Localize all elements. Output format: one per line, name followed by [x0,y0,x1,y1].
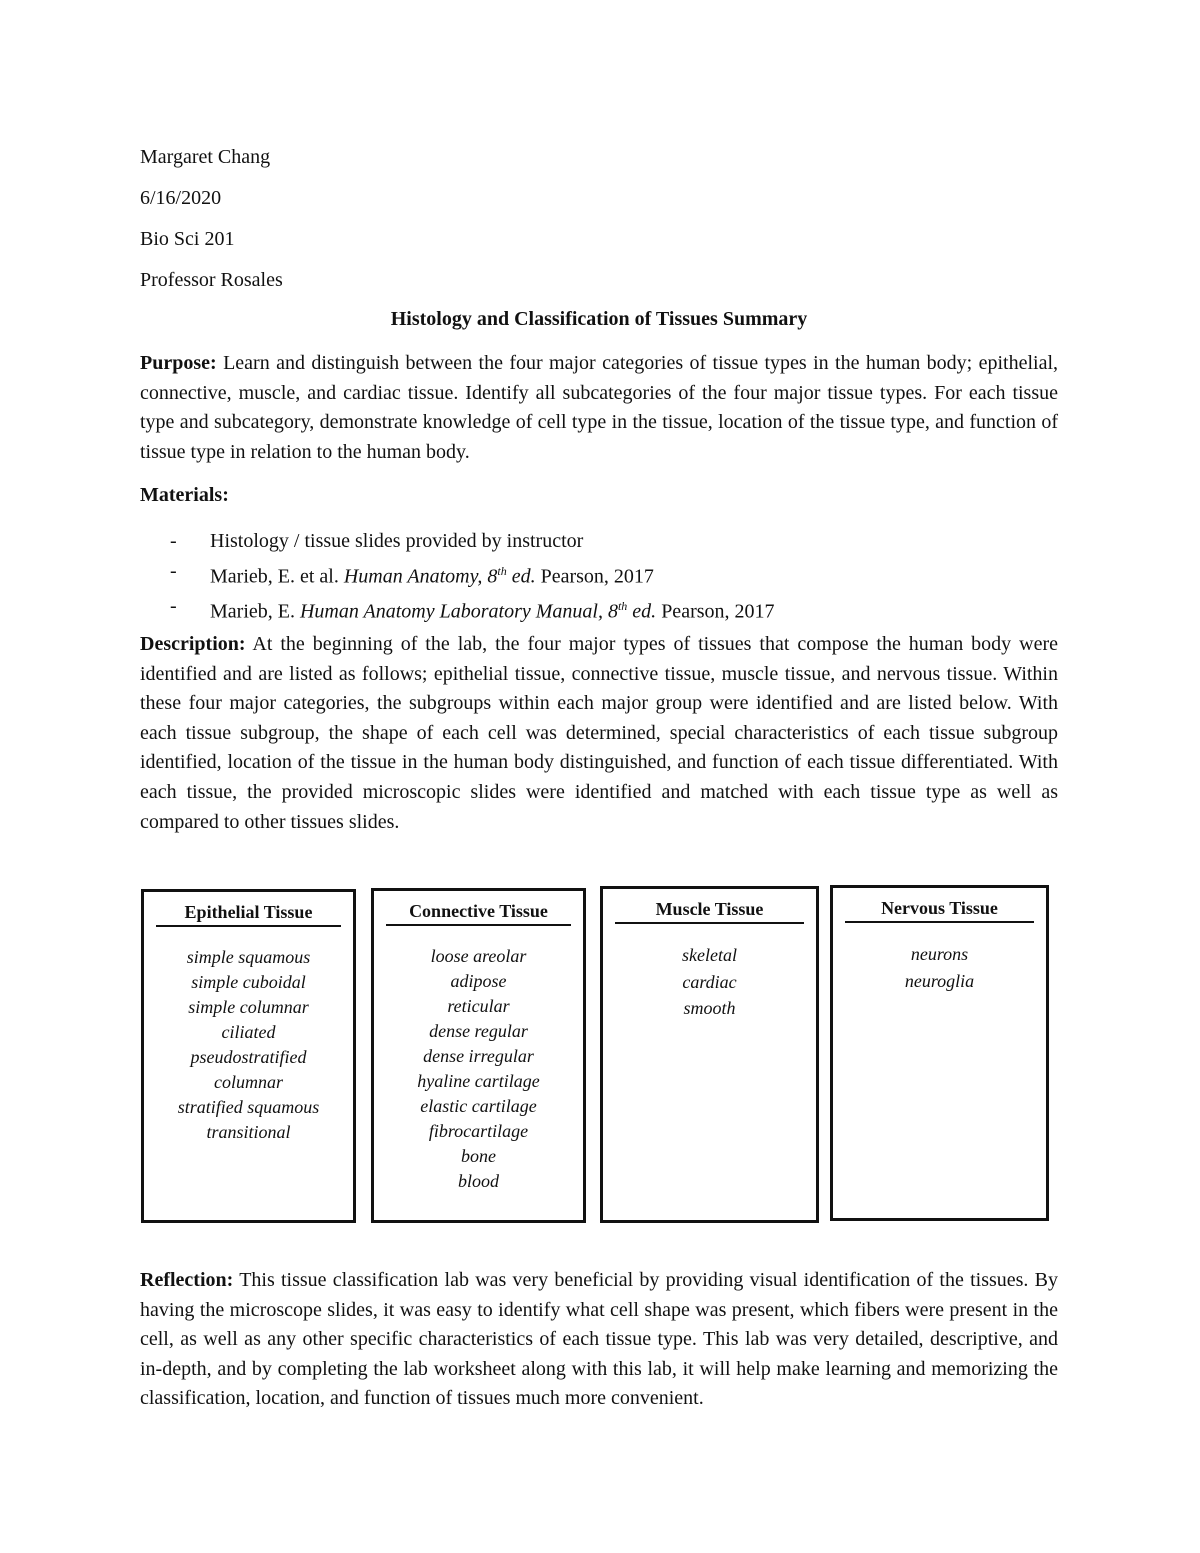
tissue-item: neurons [910,944,969,964]
epithelial-tissue-box [141,889,356,1223]
box-heading: Nervous Tissue [845,898,1034,923]
reflection-section [140,1266,1058,1414]
tissue-item: simple columnar [188,997,309,1017]
material-edition: ed. [627,600,657,623]
material-edition: ed. [506,565,536,588]
material-text: Histology / tissue slides provided by instructor [210,530,584,552]
material-publisher: Pearson, 2017 [535,565,654,588]
description-section [140,630,1058,837]
tissue-item: dense regular [429,1021,528,1041]
purpose-label: Purpose: [140,352,217,374]
tissue-item: bone [461,1146,496,1166]
tissue-item: loose areolar [430,946,527,966]
muscle-tissue-box [600,886,819,1223]
material-title: Human Anatomy Laboratory Manual, 8 [299,600,618,623]
author-name: Margaret Chang [140,146,271,168]
tissue-item: fibrocartilage [428,1121,529,1141]
purpose-text: Learn and distinguish between the four major categories of tissue types in the human body; epithelial, connective, muscle, and cardiac tissue. Identify all subcategories of the four major tissue types. For each tissue type and subcategory, demonstrate knowledge of cell type in the tissue, location of the tissue type, and function of tissue type in relation to the human body. [140,352,1059,463]
professor: Professor Rosales [140,269,283,291]
tissue-item: cardiac [682,971,737,992]
material-sup: th [497,563,507,578]
material-item: - Histology / tissue slides provided by instructor [170,530,584,552]
box-heading: Muscle Tissue [615,899,804,924]
material-author: Marieb, E. [210,600,300,623]
nervous-tissue-box [830,885,1049,1221]
tissue-item: skeletal [682,945,737,965]
reflection-label: Reflection: [140,1269,234,1291]
material-author: Marieb, E. et al. [210,565,344,588]
box-heading: Epithelial Tissue [156,902,341,927]
tissue-item: stratified squamous [177,1097,320,1117]
tissue-item: neuroglia [904,970,975,991]
material-item: - Marieb, E. Human Anatomy Laboratory Manual, 8th ed. Pearson, 2017 [170,594,775,623]
description-text: At the beginning of the lab, the four major types of tissues that compose the human body were identified and are listed as follows; epithelial tissue, connective tissue, muscle tissue, and nervous tissue. Within these four major categories, the subgroups within each major group were identified and are listed below. With each tissue subgroup, the shape of each cell was determined, special characteristics of each tissue subgroup identified, location of the tissue in the human body distinguished, and function of each tissue differentiated. With each tissue, the provided microscopic slides were identified and matched with each tissue type as well as compared to other tissues slides. [140,633,1058,833]
tissue-item: dense irregular [423,1046,534,1066]
tissue-item: simple cuboidal [191,972,306,992]
course: Bio Sci 201 [140,228,235,250]
tissue-item: smooth [683,998,736,1018]
material-publisher: Pearson, 2017 [656,600,775,623]
tissue-item: adipose [450,971,507,991]
tissue-item: blood [457,1171,499,1191]
tissue-item: elastic cartilage [420,1096,537,1116]
tissue-item: pseudostratified [190,1047,307,1067]
tissue-item: columnar [214,1072,283,1092]
connective-tissue-box [371,888,586,1223]
tissue-item: reticular [447,996,510,1016]
description-label: Description: [140,633,246,655]
box-heading: Connective Tissue [386,901,571,926]
document-title: Histology and Classification of Tissues Summary [390,308,808,330]
tissue-item: ciliated [221,1022,276,1042]
purpose-section [140,349,1058,467]
material-sup: th [617,598,628,613]
materials-label: Materials: [140,484,229,506]
tissue-item: simple squamous [186,947,311,967]
material-item: - Marieb, E. et al. Human Anatomy, 8th ed. Pearson, 2017 [170,559,654,588]
material-title: Human Anatomy, 8 [343,565,498,588]
tissue-item: transitional [206,1122,291,1142]
tissue-item: hyaline cartilage [417,1071,540,1091]
reflection-text: This tissue classification lab was very beneficial by providing visual identification of the tissues. By having the microscope slides, it was easy to identify what cell shape was present, which fibers were present in the cell, as well as any other specific characteristics of each tissue type. This lab was very detailed, descriptive, and in-depth, and by completing the lab worksheet along with this lab, it will help make learning and memorizing the classification, location, and function of tissues much more convenient. [140,1269,1059,1410]
materials-list [170,527,775,627]
date: 6/16/2020 [140,187,222,209]
